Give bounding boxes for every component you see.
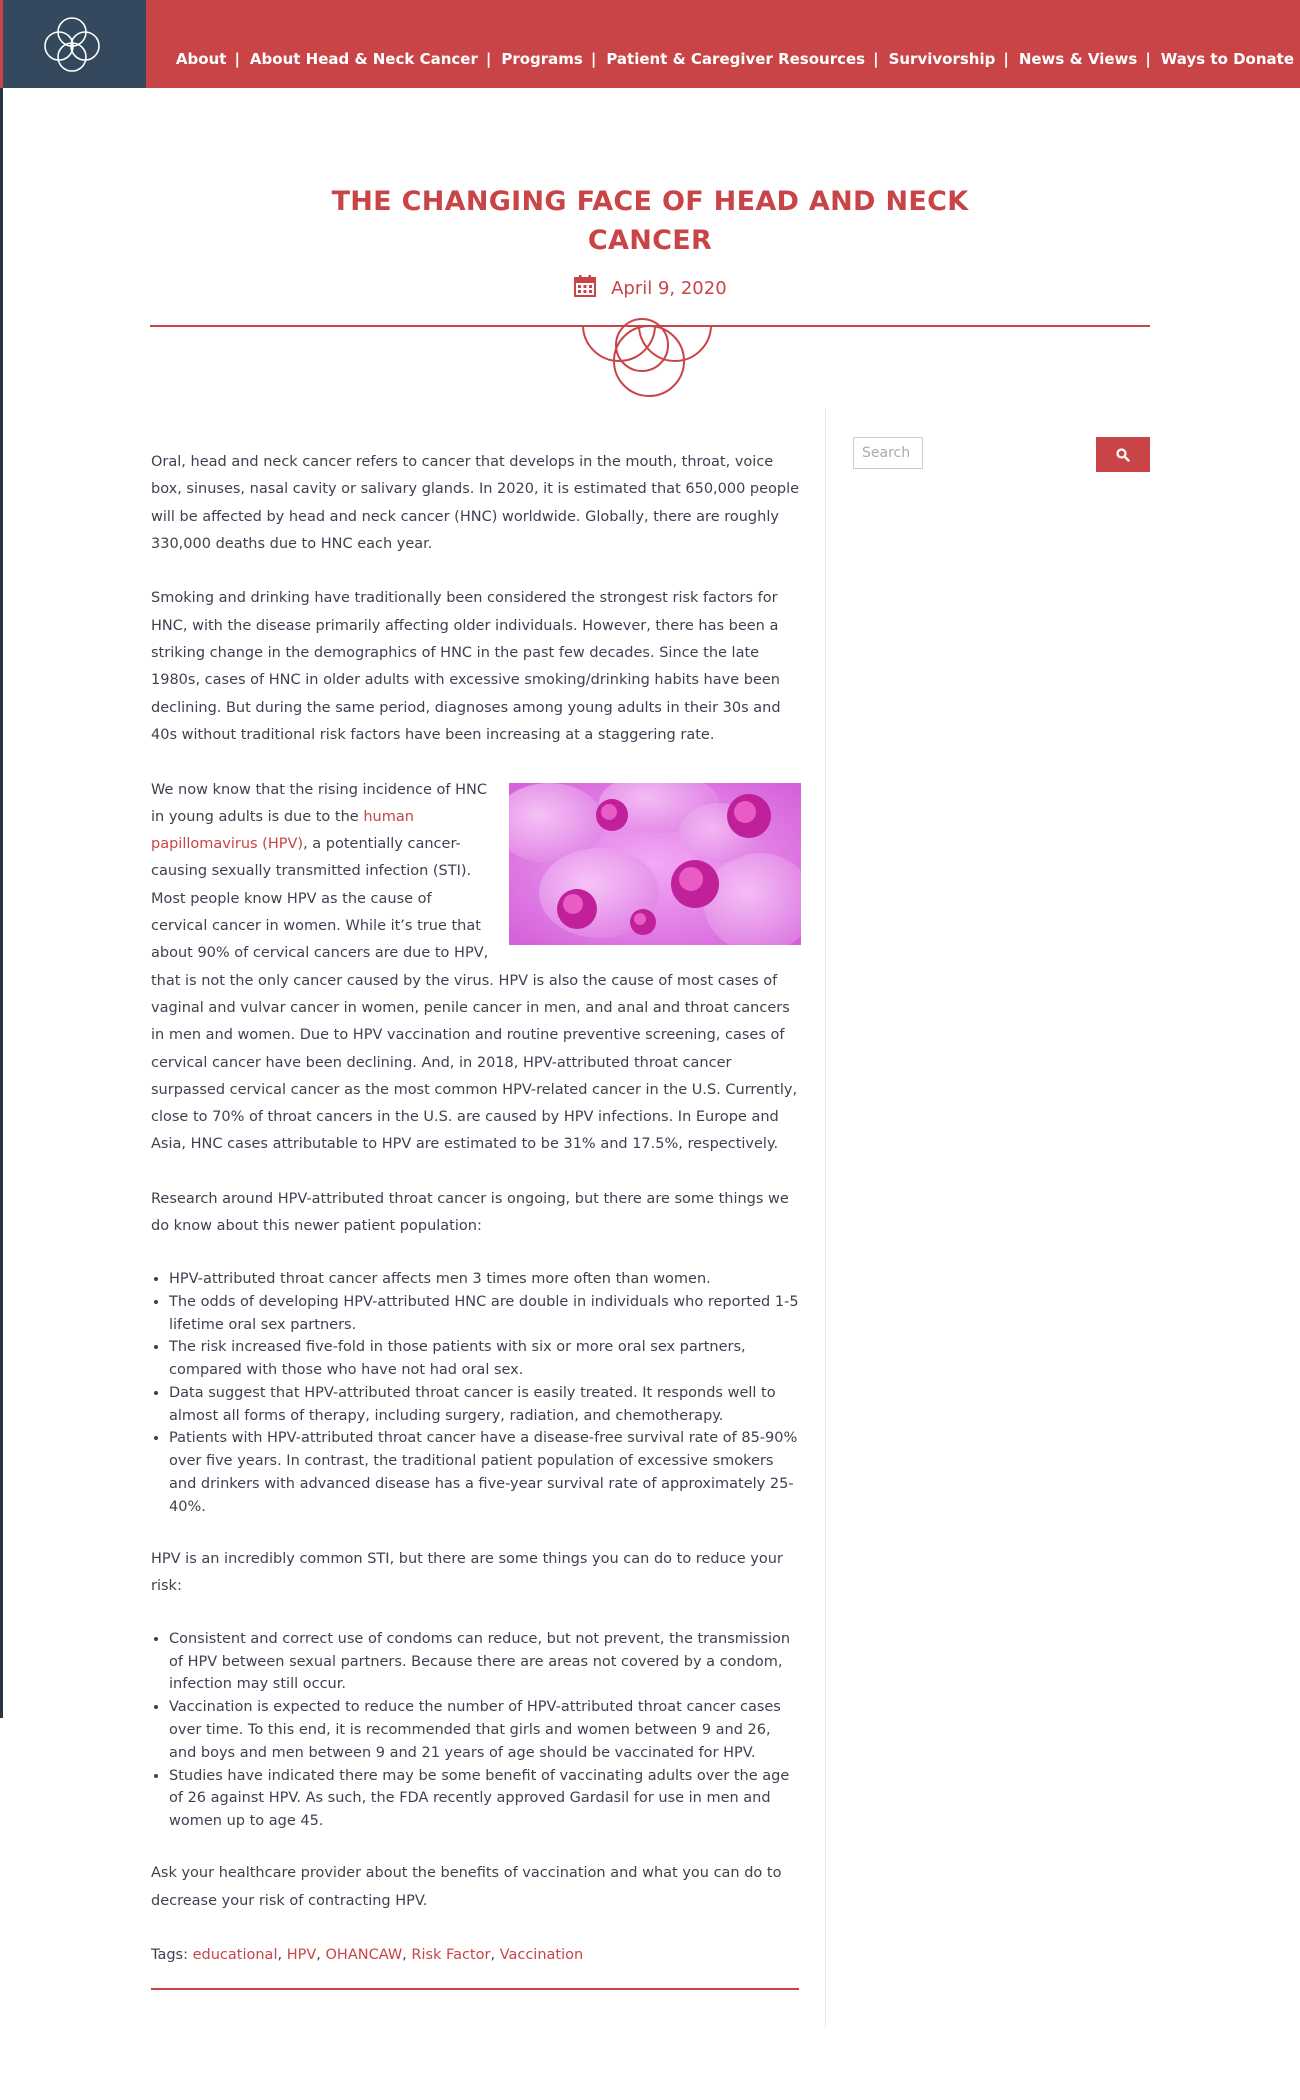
nav-item-5[interactable]: News & Views bbox=[1018, 50, 1138, 68]
nav-item-6[interactable]: Ways to Donate bbox=[1160, 50, 1294, 68]
hpv-link[interactable]: human papillomavirus (HPV) bbox=[151, 808, 414, 853]
tag-link[interactable]: Vaccination bbox=[499, 1947, 584, 1964]
page-title-line-2: CANCER bbox=[587, 225, 713, 256]
post-date-text: April 9, 2020 bbox=[611, 278, 727, 299]
left-edge-bar bbox=[0, 88, 3, 1718]
paragraph-hpv-text-2: , a potentially cancer-causing sexually transmitted infection (STI). Most people know HPV as the cause of cervical cancer in women. While it’s true that about 90% of cervical cancers are due to HPV, that is not the only cancer caused by the virus. HPV is also the cause of most cases of vaginal and vulvar cancer in women, penile cancer in men, and anal and throat cancers in men and women. Due to HPV vaccination and routine preventive screening, cases of cervical cancer have been declining. And, in 2018, HPV-attributed throat cancer surpassed cervical cancer as the most common HPV-related cancer in the U.S. Currently, close to 70% of throat cancers in the U.S. are caused by HPV infections. In Europe and Asia, HNC cases attributable to HPV are estimated to be 31% and 17.5%, respectively. bbox=[151, 836, 798, 1153]
site-header bbox=[0, 0, 1300, 88]
research-fact-item: • Data suggest that HPV-attributed throat cancer is easily treated. It responds well to almost all forms of therapy, including surgery, radiation, and chemotherapy. bbox=[169, 1382, 801, 1428]
search-input[interactable] bbox=[853, 437, 923, 469]
risk-reduction-item: • Vaccination is expected to reduce the number of HPV-attributed throat cancer cases over time. To this end, it is recommended that girls and women between 9 and 26, and boys and men between 9 and 21 years of age should be vaccinated for HPV. bbox=[169, 1696, 801, 1764]
risk-reduction-item: • Consistent and correct use of condoms can reduce, but not prevent, the transmission of HPV between sexual partners. Because there are areas not covered by a condom, infection may still occur. bbox=[169, 1628, 801, 1696]
page-title-line-1: THE CHANGING FACE OF HEAD AND NECK bbox=[331, 186, 969, 217]
overlapping-circles-logo-icon bbox=[39, 12, 105, 76]
tags-list bbox=[193, 1947, 584, 1963]
nav-item-2[interactable]: Programs bbox=[501, 50, 583, 68]
research-fact-item: • HPV-attributed throat cancer affects men 3 times more often than women. bbox=[169, 1268, 801, 1291]
tags-label: Tags: bbox=[151, 1947, 193, 1964]
paragraph-reduce-risk: HPV is an incredibly common STI, but there are some things you can do to reduce your risk: bbox=[151, 1550, 783, 1595]
search-button[interactable] bbox=[1096, 437, 1150, 472]
article-bottom-divider bbox=[151, 1988, 799, 1990]
paragraph-closing: Ask your healthcare provider about the benefits of vaccination and what you can do to decrease your risk of contracting HPV. bbox=[151, 1865, 782, 1909]
article-body bbox=[151, 449, 801, 1970]
tag-separator: , bbox=[402, 1947, 412, 1964]
tag-separator: , bbox=[316, 1947, 326, 1964]
post-date bbox=[0, 274, 1300, 303]
nav-item-4[interactable]: Survivorship bbox=[888, 50, 996, 68]
nav-item-0[interactable]: About bbox=[175, 50, 227, 68]
tag-link[interactable]: educational bbox=[192, 1947, 278, 1964]
paragraph-hpv-text-1: We now know that the rising incidence of HNC in young adults is due to the bbox=[151, 781, 488, 825]
research-fact-item: • Patients with HPV-attributed throat cancer have a disease-free survival rate of 85-90% over five years. In contrast, the traditional patient population of excessive smokers and drinkers with advanced disease has a five-year survival rate of approximately 25-40%. bbox=[169, 1427, 801, 1518]
site-logo[interactable] bbox=[3, 0, 146, 88]
research-fact-item: • The risk increased five-fold in those patients with six or more oral sex partners, compared with those who have not had oral sex. bbox=[169, 1336, 801, 1382]
main-nav bbox=[176, 50, 1294, 68]
search-icon bbox=[1116, 448, 1130, 462]
page-title bbox=[150, 182, 1150, 260]
paragraph-risk-factors: Smoking and drinking have traditionally been considered the strongest risk factors for HNC, with the disease primarily affecting older individuals. However, there has been a striking change in the demographics of HNC in the past few decades. Since the late 1980s, cases of HNC in older adults with excessive smoking/drinking habits have been declining. But during the same period, diagnoses among young adults in their 30s and 40s without traditional risk factors have been increasing at a staggering rate. bbox=[151, 590, 781, 743]
nav-separator: | bbox=[234, 50, 240, 68]
tag-link[interactable]: OHANCAW bbox=[325, 1947, 403, 1964]
risk-reduction-item: • Studies have indicated there may be some benefit of vaccinating adults over the age of 26 against HPV. As such, the FDA recently approved Gardasil for use in men and women up to age 45. bbox=[169, 1765, 801, 1833]
tag-link[interactable]: HPV bbox=[286, 1947, 317, 1964]
research-facts-list bbox=[151, 1268, 801, 1519]
nav-item-1[interactable]: About Head & Neck Cancer bbox=[249, 50, 478, 68]
research-fact-item: • The odds of developing HPV-attributed HNC are double in individuals who reported 1-5 lifetime oral sex partners. bbox=[169, 1291, 801, 1337]
paragraph-hpv bbox=[151, 777, 801, 1159]
sidebar-divider bbox=[825, 408, 826, 2028]
nav-item-3[interactable]: Patient & Caregiver Resources bbox=[606, 50, 866, 68]
nav-separator: | bbox=[485, 50, 492, 68]
nav-separator: | bbox=[873, 50, 879, 68]
risk-reduction-list bbox=[151, 1628, 801, 1833]
tag-link[interactable]: Risk Factor bbox=[411, 1947, 491, 1964]
calendar-icon bbox=[573, 274, 597, 303]
circles-ornament-icon bbox=[580, 310, 720, 400]
paragraph-intro: Oral, head and neck cancer refers to cancer that develops in the mouth, throat, voice box, sinuses, nasal cavity or salivary glands. In 2020, it is estimated that 650,000 people will be affected by head and neck cancer (HNC) worldwide. Globally, there are roughly 330,000 deaths due to HNC each year. bbox=[151, 454, 800, 552]
nav-separator: | bbox=[1145, 50, 1151, 68]
nav-separator: | bbox=[1003, 50, 1009, 68]
post-tags bbox=[151, 1942, 801, 1969]
nav-separator: | bbox=[590, 50, 597, 68]
tag-separator: , bbox=[277, 1947, 287, 1964]
hpv-virus-image bbox=[509, 783, 801, 945]
paragraph-research: Research around HPV-attributed throat cancer is ongoing, but there are some things we do know about this newer patient population: bbox=[151, 1191, 789, 1235]
tag-separator: , bbox=[490, 1947, 500, 1964]
